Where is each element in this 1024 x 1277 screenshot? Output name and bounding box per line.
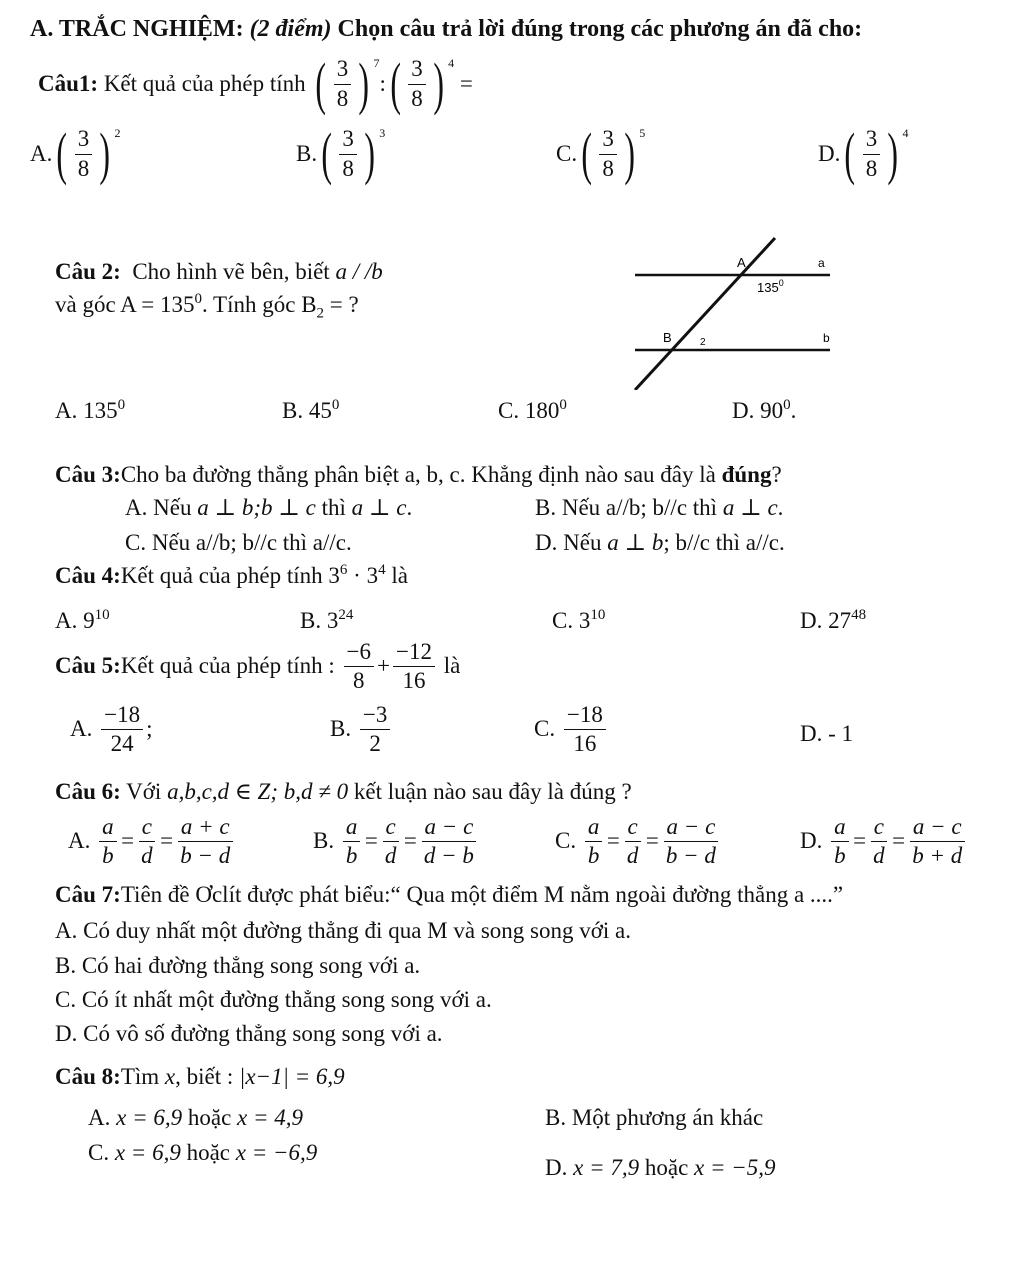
section-title: A. TRẮC NGHIỆM:: [30, 16, 244, 42]
q2-figure: [625, 230, 845, 390]
q7-option-b[interactable]: B. Có hai đường thẳng song song với a.: [55, 953, 421, 978]
q1-option-b[interactable]: B. ( $\frac{3}{8}$ ) $^3$: [296, 121, 386, 186]
q1-eq: =: [459, 70, 473, 96]
q5-option-a[interactable]: A. $\frac{-18}{24}$ ;: [70, 702, 153, 757]
q8-option-c[interactable]: C. x = 6,9 hoặc x = −6,9: [88, 1140, 318, 1165]
q1-option-c[interactable]: C. ( $\frac{3}{8}$ ) $^5$: [556, 121, 646, 186]
q8-option-b[interactable]: B. Một phương án khác: [545, 1105, 764, 1130]
point-a-label: A: [737, 255, 746, 270]
transversal: [635, 238, 775, 390]
q5-option-d[interactable]: D. - 1: [800, 721, 854, 746]
angle-2-label: 2: [700, 337, 706, 348]
q1-op: :: [379, 70, 386, 96]
q2-line2: và góc $A = 135^0$. Tính góc $B_2$ = ?: [55, 291, 359, 322]
q2-option-c[interactable]: C. $180^0$: [498, 397, 567, 423]
q2-option-a[interactable]: A. $135^0$: [55, 397, 126, 423]
q7-option-a[interactable]: A. Có duy nhất một đường thẳng đi qua M và song song với a.: [55, 918, 631, 943]
q6-option-d[interactable]: D. $\frac{a}{b}$ = $\frac{c}{d}$ = $\frac{a - c}{b + d}$: [800, 815, 968, 868]
line-a-label: a: [818, 256, 825, 270]
q1-option-d[interactable]: D. ( $\frac{3}{8}$ ) $^4$: [818, 121, 909, 186]
q8-stem: Câu 8:Tìm x, biết : |x−1| = 6,9: [55, 1064, 345, 1089]
section-points: (2 điểm): [249, 16, 332, 42]
q2-option-b[interactable]: B. $45^0$: [282, 397, 340, 423]
q5-option-b[interactable]: B. $\frac{-3}{2}$: [330, 703, 393, 756]
q7-option-d[interactable]: D. Có vô số đường thẳng song song với a.: [55, 1021, 443, 1046]
q2-line1: Câu 2: Cho hình vẽ bên, biết a / /b: [55, 259, 383, 284]
q4-option-d[interactable]: D. $27^{48}$: [800, 607, 867, 633]
angle-label: $135^0$: [757, 278, 784, 295]
q6-option-a[interactable]: A. $\frac{a}{b}$ = $\frac{c}{d}$ = $\frac{a + c}{b - d}$: [68, 815, 236, 868]
q1-term1: ( $\frac{3}{8}$ ) $^7$: [315, 51, 380, 116]
q2-option-d[interactable]: D. $90^0$.: [732, 397, 797, 423]
q3-option-b[interactable]: B. Nếu a//b; b//c thì a ⊥ c.: [535, 495, 784, 520]
q3-option-d[interactable]: D. Nếu a ⊥ b; b//c thì a//c.: [535, 530, 785, 555]
point-b-label: B: [663, 330, 672, 345]
q1-label: Câu1:: [38, 70, 99, 96]
q5-stem: Câu 5: Kết quả của phép tính : $\frac{-6}{8}$ + $\frac{-12}{16}$ là: [55, 639, 461, 694]
q3-option-c[interactable]: C. Nếu a//b; b//c thì a//c.: [125, 530, 352, 555]
q8-option-d[interactable]: D. x = 7,9 hoặc x = −5,9: [545, 1155, 776, 1180]
q3-stem: Câu 3:Cho ba đường thẳng phân biệt a, b, c. Khẳng định nào sau đây là đúng?: [55, 462, 782, 487]
q4-option-b[interactable]: B. $3^{24}$: [300, 607, 354, 633]
q6-option-b[interactable]: B. $\frac{a}{b}$ = $\frac{c}{d}$ = $\frac{a - c}{d - b}$: [313, 815, 480, 868]
q6-stem: Câu 6: Với a,b,c,d ∈ Z; b,d ≠ 0 kết luận nào sau đây là đúng ?: [55, 779, 632, 804]
q7-stem: Câu 7:Tiên đề Ơclít được phát biểu:“ Qua một điểm M nằm ngoài đường thẳng a ....”: [55, 882, 844, 907]
section-header: [30, 16, 862, 44]
q6-option-c[interactable]: C. $\frac{a}{b}$ = $\frac{c}{d}$ = $\frac{a - c}{b - d}$: [555, 815, 722, 868]
q7-option-c[interactable]: C. Có ít nhất một đường thẳng song song với a.: [55, 987, 492, 1012]
section-instruction: Chọn câu trả lời đúng trong các phương án đã cho:: [337, 16, 863, 42]
q3-option-a[interactable]: A. Nếu a ⊥ b;b ⊥ c thì a ⊥ c.: [125, 495, 413, 520]
q4-option-a[interactable]: A. $9^{10}$: [55, 607, 110, 633]
q4-stem: Câu 4:Kết quả của phép tính $3^6 \cdot 3^4$ là: [55, 562, 408, 588]
q1-stem: [38, 51, 473, 116]
q5-option-c[interactable]: C. $\frac{-18}{16}$: [534, 703, 609, 756]
q1-term2: ( $\frac{3}{8}$ ) $^4$: [390, 51, 455, 116]
line-b-label: b: [823, 331, 830, 345]
q1-option-a[interactable]: A. ( $\frac{3}{8}$ ) $^2$: [30, 121, 121, 186]
q1-text: Kết quả của phép tính: [103, 70, 306, 96]
q4-option-c[interactable]: C. $3^{10}$: [552, 607, 606, 633]
q8-option-a[interactable]: A. x = 6,9 hoặc x = 4,9: [88, 1105, 304, 1130]
